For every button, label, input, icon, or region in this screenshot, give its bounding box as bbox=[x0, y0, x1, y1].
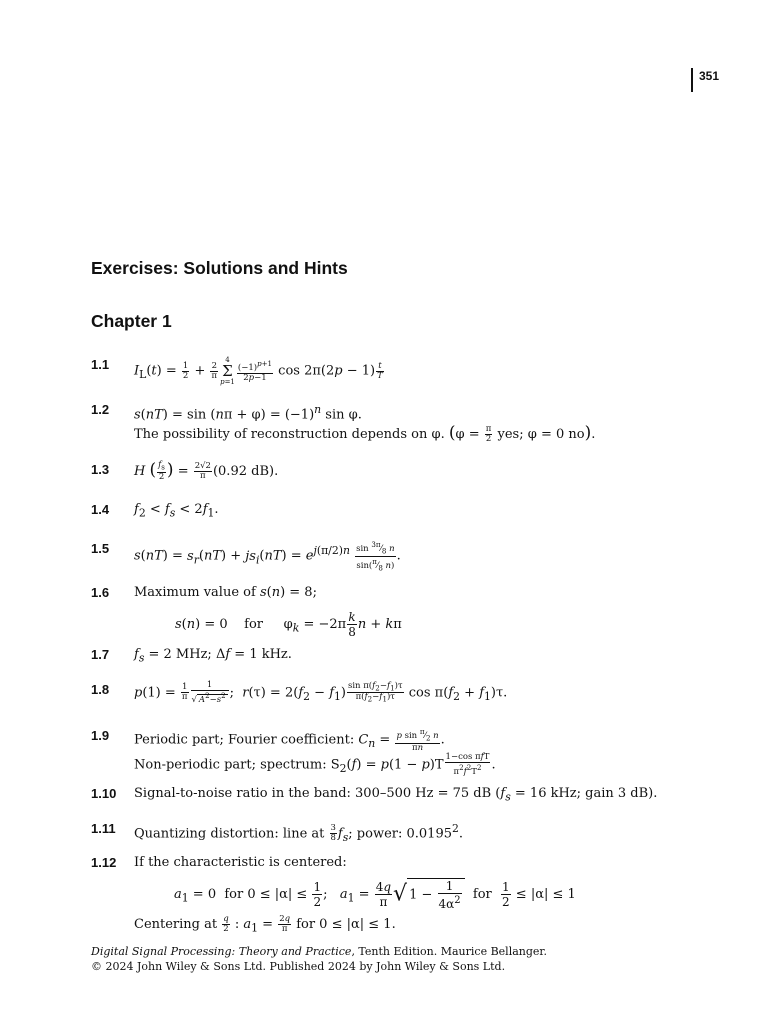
chapter-heading: Chapter 1 bbox=[91, 311, 172, 331]
footer-citation bbox=[91, 944, 547, 959]
book-title: Digital Signal Processing: Theory and Practice bbox=[91, 945, 352, 958]
equation: $s(nT) = s_r(nT) + js_i(nT) = e^{j(\pi/2)n}$ $\frac{\sin ^{3\pi}⁄_8 n}{\sin(^\pi⁄_8 n)}$ . bbox=[134, 540, 401, 573]
exercise-number: 1.6 bbox=[91, 585, 110, 600]
exercise-number: 1.8 bbox=[91, 682, 110, 697]
exercise-number: 1.5 bbox=[91, 541, 110, 556]
exercise-number: 1.3 bbox=[91, 462, 110, 477]
text-line: Signal-to-noise ratio in the band: 300–500 Hz = 75 dB ($f_s = 16$ kHz; gain 3 dB). bbox=[134, 786, 658, 804]
exercise-number: 1.4 bbox=[91, 502, 110, 517]
exercise-body bbox=[134, 501, 708, 523]
equation: $f_2 < f_s < 2f_1$. bbox=[134, 502, 219, 520]
exercise-body bbox=[134, 540, 708, 572]
exercise-number: 1.11 bbox=[91, 821, 116, 836]
exercise-body bbox=[134, 646, 708, 668]
exercise-number: 1.7 bbox=[91, 647, 110, 662]
exercise-body bbox=[134, 401, 708, 444]
text-line: The possibility of reconstruction depends on φ. (φ = $\frac{\pi}{2}$ yes; φ = 0 no). bbox=[134, 423, 596, 445]
page-title: Exercises: Solutions and Hints bbox=[91, 258, 348, 278]
exercise-body bbox=[134, 820, 708, 847]
text-line: Periodic part; Fourier coefficient: $C_n$ = $\frac{p \sin ^\pi⁄_2 n}{\pi n}$ . bbox=[134, 727, 445, 753]
exercise-body bbox=[134, 584, 708, 639]
equation: s(n) = 0 for $\varphi_k = -2\pi$ $\frac{k}{8}$ n + kπ bbox=[175, 610, 402, 639]
text-line: Centering at $\frac{q}{2}$ : $a_1$ = $\frac{2q}{\pi}$ for 0 ≤ |α| ≤ 1. bbox=[134, 914, 396, 935]
exercise-number: 1.1 bbox=[91, 357, 110, 372]
exercise-body bbox=[134, 681, 708, 706]
footer bbox=[91, 944, 547, 974]
book-edition: , Tenth Edition. Maurice Bellanger. bbox=[351, 945, 547, 958]
equation: $f_s = 2$ MHz; Δf = 1 kHz. bbox=[134, 647, 292, 665]
exercise-number: 1.12 bbox=[91, 855, 117, 870]
exercise-body bbox=[134, 785, 708, 807]
text-line: Maximum value of s(n) = 8; bbox=[134, 585, 317, 600]
exercise-body bbox=[134, 461, 708, 482]
text-line: Non-periodic part; spectrum: $S_2(f) = p(1 - p)T$ $\frac{\text{1−cos πfT}}{\pi^2f^2T^2}$ . bbox=[134, 751, 496, 777]
exercise-number: 1.2 bbox=[91, 402, 110, 417]
text-line: If the characteristic is centered: bbox=[134, 855, 347, 870]
equation: $a_1 = 0$ for 0 ≤ |α| ≤ $\frac{1}{2}$ ; $a_1$ = $\frac{4q}{\pi}$ √ 1 − $\frac{1}{4\alpha^2}$ for $\frac{1}{2}$ ≤ |α| ≤ 1 bbox=[174, 879, 576, 911]
exercise-body bbox=[134, 727, 708, 778]
footer-copyright: © 2024 John Wiley & Sons Ltd. Published 2024 by John Wiley & Sons Ltd. bbox=[91, 960, 506, 973]
equation: H ( $\frac{f_s}{2}$ ) = $\frac{2√2}{\pi}$ (0.92 dB). bbox=[134, 460, 279, 482]
exercise-number: 1.10 bbox=[91, 786, 117, 801]
equation: p(1) = $\frac{1}{\pi}$ $\frac{1}{√ A^2-s^2}$ ; $r(\tau) = 2(f_2 - f_1)$ $\frac{\sin \pi(f_2-f_1)\tau}{\pi(f_2-f_1)\tau}$ $\cos \pi(f_2 + f_1)\tau$. bbox=[134, 680, 508, 705]
exercise-number: 1.9 bbox=[91, 728, 110, 743]
text-line: Quantizing distortion: line at $\frac{3}{8}$ $f_s$; power: 0.0195$^2$. bbox=[134, 822, 464, 844]
equation: $s(nT) = \sin (n\pi + \varphi) = (-1)^n$ sin φ. bbox=[134, 403, 362, 423]
exercise-body bbox=[134, 854, 708, 938]
exercise-body bbox=[134, 356, 708, 386]
page-number: 351 bbox=[691, 68, 719, 92]
equation: $I_L(t)$ = $\frac{1}{2}$ + $\frac{2}{\pi}$ 4 Σ p=1 $\frac{(-1)^{p+1}}{2p-1}$ cos 2π(2p − 1) $\frac{t}{T}$ bbox=[134, 356, 383, 386]
